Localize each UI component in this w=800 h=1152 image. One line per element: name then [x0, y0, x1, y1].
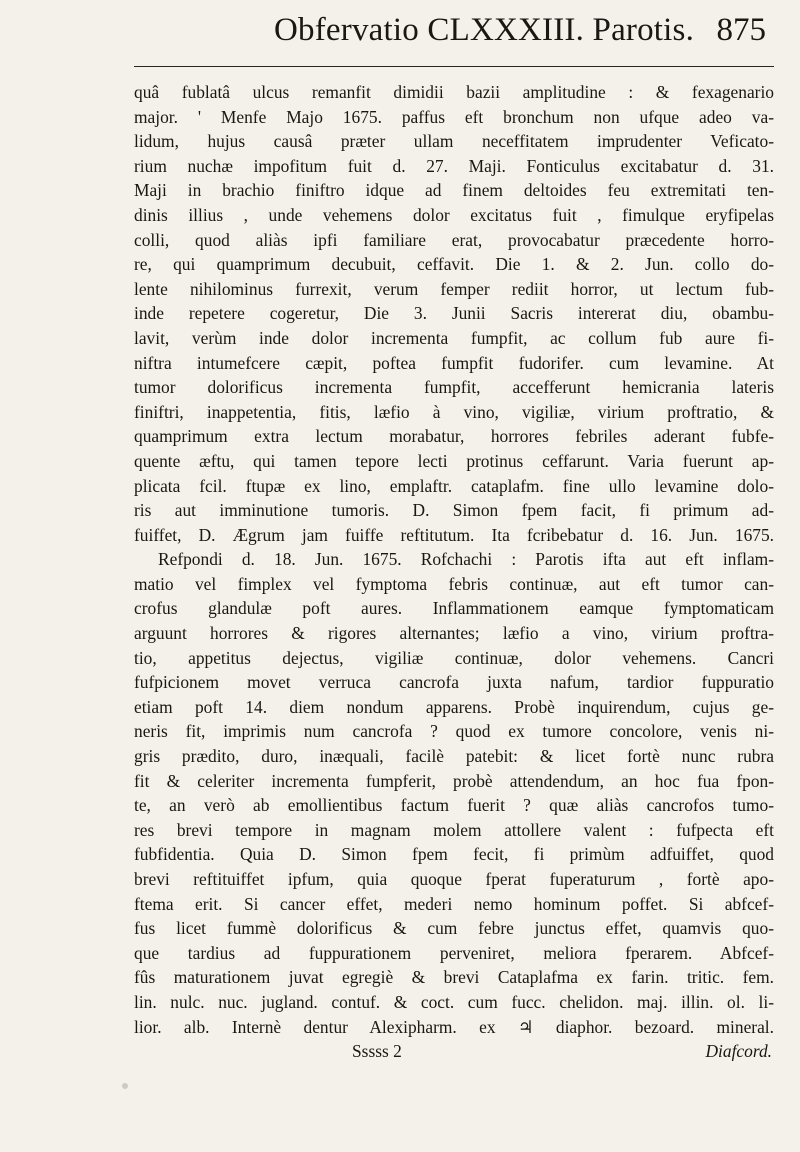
- text-line: re, qui quamprimum decubuit, ceffavit. Die 1. & 2. Jun. collo do-: [134, 254, 774, 275]
- text-line: que tardius ad fuppurationem perveniret, meliora fperarem. Abfcef-: [134, 942, 774, 963]
- text-line: quâ fublatâ ulcus remanfit dimidii bazii amplitudine : & fexagenario: [134, 82, 774, 102]
- page-footer: [134, 1039, 774, 1064]
- text-line: brevi reftituiffet ipfum, quia quoque fperat fuperaturum , fortè apo-: [134, 869, 774, 889]
- text-line: gris prædito, duro, inæquali, facilè patebit: & licet fortè nunc rubra: [134, 746, 774, 767]
- text-line: inde repetere cogeretur, Die 3. Junii Sacris intererat diu, obambu-: [134, 303, 774, 324]
- text-line: crofus glandulæ poft aures. Inflammationem eamque fymptomaticam: [134, 598, 774, 619]
- text-line: niftra intumefcere cæpit, poftea fumpfit fudorifer. cum levamine. At: [134, 352, 774, 373]
- page-number: 875: [716, 12, 766, 48]
- text-line: neris fit, imprimis num cancrofa ? quod ex tumore concolore, venis ni-: [134, 721, 774, 742]
- header-rule: [134, 66, 774, 67]
- text-line: ris aut imminutione tumoris. D. Simon fpem facit, fi primum ad-: [134, 500, 774, 521]
- text-line: finiftri, inappetentia, fitis, læfio à vino, vigiliæ, virium proftratio, &: [134, 401, 774, 422]
- text-line: plicata fcil. ftupæ ex lino, emplaftr. cataplafm. fine ullo levamine dolo-: [134, 475, 774, 496]
- text-line: dinis illius , unde vehemens dolor excitatus fuit , fimulque eryfipelas: [134, 204, 774, 225]
- text-line: res brevi tempore in magnam molem attollere valent : fufpecta eft: [134, 819, 774, 840]
- text-line: major. ' Menfe Majo 1675. paffus eft bronchum non ufque adeo va-: [134, 106, 774, 127]
- text-line: fit & celeriter incrementa fumpferit, probè attendendum, an hoc fua fpon-: [134, 770, 774, 791]
- text-line: quente æftu, qui tamen tepore lecti protinus ceffarunt. Varia fuerunt ap-: [134, 450, 774, 471]
- text-line: lin. nulc. nuc. jugland. contuf. & coct. cum fucc. chelidon. maj. illin. ol. li-: [134, 991, 774, 1012]
- text-line: tumor dolorificus incrementa fumpfit, accefferunt hemicrania lateris: [134, 377, 774, 398]
- text-line: lidum, hujus causâ præter ullam neceffitatem imprudenter Veficato-: [134, 131, 774, 152]
- text-line: colli, quod aliàs ipfi familiare erat, provocabatur præcedente horro-: [134, 229, 774, 250]
- text-line: lavit, verùm inde dolor incrementa fumpfit, ac collum fub aure fi-: [134, 327, 774, 348]
- text-line: tio, appetitus dejectus, vigiliæ continuæ, dolor vehemens. Cancri: [134, 647, 774, 668]
- text-line: rium nuchæ impofitum fuit d. 27. Maji. Fonticulus excitabatur d. 31.: [134, 155, 774, 176]
- text-line: lior. alb. Internè dentur Alexipharm. ex ♃ diaphor. bezoard. mineral.: [134, 1016, 774, 1037]
- catchword: Diafcord.: [705, 1041, 772, 1062]
- text-line: lente nihilominus furrexit, verum femper rediit horror, ut lectum fub-: [134, 278, 774, 299]
- text-line: matio vel fimplex vel fymptoma febris continuæ, aut eft tumor can-: [134, 573, 774, 594]
- text-line: arguunt horrores & rigores alternantes; læfio a vino, virium proftra-: [134, 623, 774, 644]
- text-line: Maji in brachio finiftro idque ad finem deltoides feu extremitati ten-: [134, 180, 774, 201]
- text-line: etiam poft 14. diem nondum apparens. Probè inquirendum, cujus ge-: [134, 696, 774, 717]
- text-line: fûs maturationem juvat egregiè & brevi Cataplafma ex farin. tritic. fem.: [134, 967, 774, 988]
- text-line: fufpicionem movet verruca cancrofa juxta nafum, tardior fuppuratio: [134, 672, 774, 693]
- text-line: fubfidentia. Quia D. Simon fpem fecit, fi primùm adfuiffet, quod: [134, 844, 774, 865]
- body-text: [134, 80, 774, 1064]
- text-line: ftema erit. Si cancer effet, mederi nemo hominum poffet. Si abfcef-: [134, 893, 774, 914]
- text-line: te, an verò ab emollientibus factum fuerit ? quæ aliàs cancrofos tumo-: [134, 795, 774, 816]
- paper-spot: [122, 1083, 128, 1089]
- text-line: fus licet fummè dolorificus & cum febre junctus effet, quamvis quo-: [134, 918, 774, 939]
- text-line: Refpondi d. 18. Jun. 1675. Rofchachi : Parotis ifta aut eft inflam-: [158, 549, 774, 570]
- page-header: [134, 12, 770, 62]
- text-line: fuiffet, D. Ægrum jam fuiffe reftitutum. Ita fcribebatur d. 16. Jun. 1675.: [134, 524, 774, 545]
- text-line: quamprimum extra lectum morabatur, horrores febriles aderant fubfe-: [134, 426, 774, 447]
- running-head: Obfervatio CLXXXIII. Parotis.: [274, 12, 695, 48]
- signature-mark: Sssss 2: [352, 1041, 402, 1062]
